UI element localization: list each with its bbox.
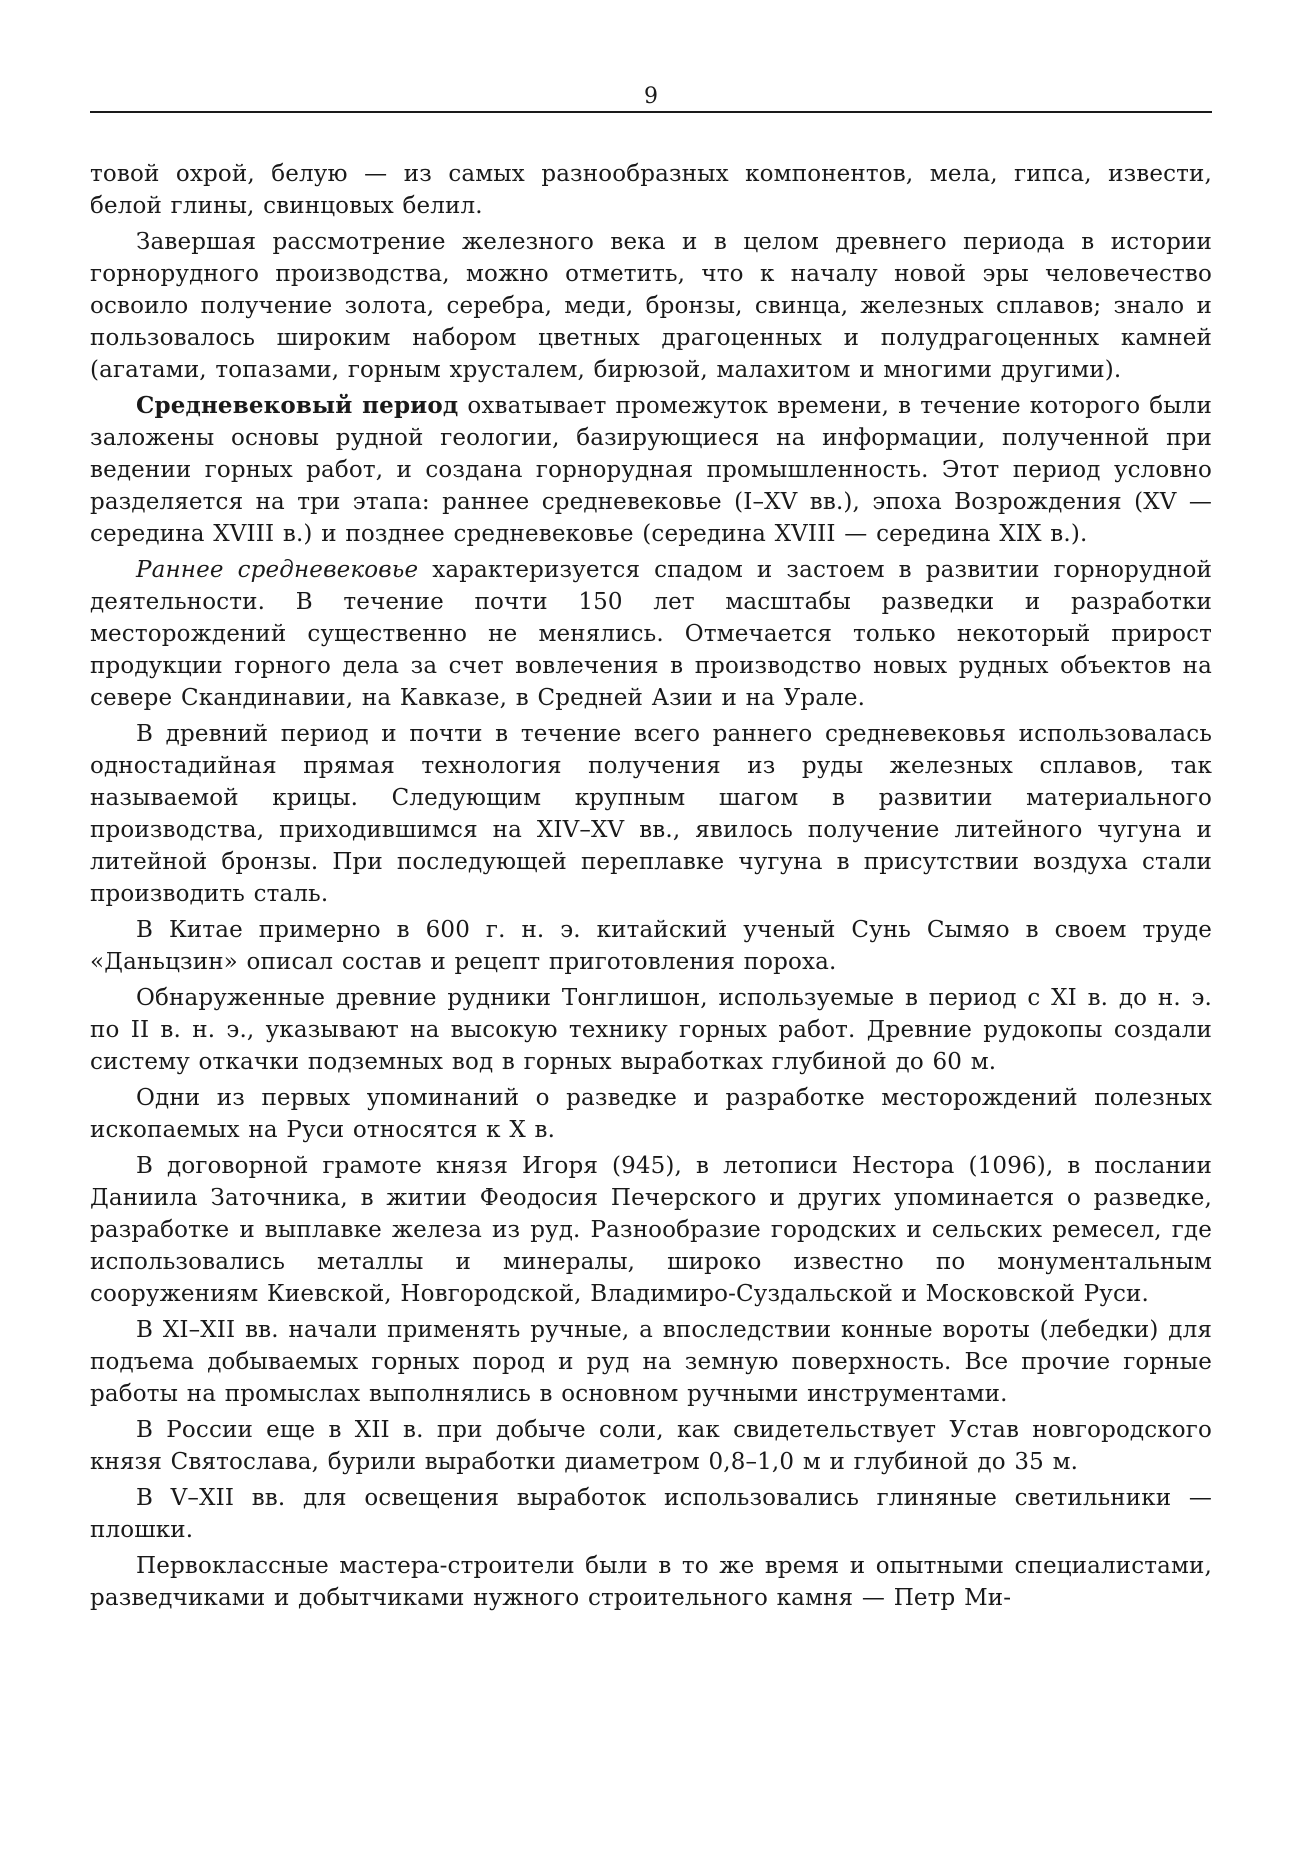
paragraph-3 <box>90 390 1212 550</box>
paragraph-text: охватывает промежуток времени, в течение которого были заложены основы рудной геологии, базирующиеся на информации, полученной при ведении горных работ, и создана горнорудная промышленность. Этот период условно разделяется на три этапа: раннее средневековье (I–XV вв.), эпоха Возрождения (XV — середина XVIII в.) и позднее средневековье (середина XVIII — середина XIX в.). <box>90 393 1213 547</box>
paragraph-text: характеризуется спадом и застоем в развитии горнорудной деятельности. В течение почти 150 лет масштабы разведки и разработки месторождений существенно не менялись. Отмечается только некоторый прирост продукции горного дела за счет вовлечения в производство новых рудных объектов на севере Скандинавии, на Кавказе, в Средней Азии и на Урале. <box>90 557 1212 711</box>
paragraph-13 <box>90 1550 1212 1614</box>
paragraph-text: В древний период и почти в течение всего раннего средневековья использовалась одностадийная прямая технология получения из руды железных сплавов, так называемой крицы. Следующим крупным шагом в развитии материального производства, приходившимся на XIV–XV вв., явилось получение литейного чугуна и литейной бронзы. При последующей переплавке чугуна в присутствии воздуха стали производить сталь. <box>90 721 1212 907</box>
paragraph-9 <box>90 1150 1212 1310</box>
paragraph-text: В V–XII вв. для освещения выработок использовались глиняные светильники — плошки. <box>90 1485 1212 1543</box>
page-number: 9 <box>644 84 658 109</box>
paragraph-text: Одни из первых упоминаний о разведке и разработке месторождений полезных ископаемых на Руси относятся к X в. <box>90 1085 1212 1143</box>
paragraph-text: В договорной грамоте князя Игоря (945), в летописи Нестора (1096), в послании Даниила Заточника, в житии Феодосия Печерского и других упоминается о разведке, разработке и выплавке железа из руд. Разнообразие городских и сельских ремесел, где использовались металлы и минералы, широко известно по монументальным сооружениям Киевской, Новгородской, Владимиро-Суздальской и Московской Руси. <box>90 1153 1212 1307</box>
paragraph-text: Обнаруженные древние рудники Тонглишон, используемые в период с XI в. до н. э. по II в. н. э., указывают на высокую технику горных работ. Древние рудокопы создали систему откачки подземных вод в горных выработках глубиной до 60 м. <box>90 985 1212 1075</box>
paragraph-4 <box>90 554 1212 714</box>
bold-lead-term: Средневековый период <box>136 392 459 419</box>
paragraph-text: В России еще в XII в. при добыче соли, как свидетельствует Устав новгородского князя Святослава, бурили выработки диаметром 0,8–1,0 м и глубиной до 35 м. <box>90 1417 1212 1475</box>
paragraph-8 <box>90 1082 1212 1146</box>
paragraph-1 <box>90 158 1212 222</box>
paragraph-7 <box>90 982 1212 1078</box>
italic-lead-term: Раннее средневековье <box>136 557 419 583</box>
paragraph-text: В XI–XII вв. начали применять ручные, а впоследствии конные вороты (лебедки) для подъема добываемых горных пород и руд на земную поверхность. Все прочие горные работы на промыслах выполнялись в основном ручными инструментами. <box>90 1317 1212 1407</box>
paragraph-12 <box>90 1482 1212 1546</box>
paragraph-text: товой охрой, белую — из самых разнообразных компонентов, мела, гипса, извести, белой глины, свинцовых белил. <box>90 161 1212 219</box>
paragraph-10 <box>90 1314 1212 1410</box>
paragraph-11 <box>90 1414 1212 1478</box>
paragraph-text: В Китае примерно в 600 г. н. э. китайский ученый Сунь Сымяо в своем труде «Даньцзин» описал состав и рецепт приготовления пороха. <box>90 917 1212 975</box>
paragraph-6 <box>90 914 1212 978</box>
header-rule <box>90 111 1212 113</box>
document-page <box>90 0 1212 1850</box>
paragraph-2 <box>90 226 1212 386</box>
paragraph-5 <box>90 718 1212 910</box>
paragraph-text: Первоклассные мастера-строители были в то же время и опытными специалистами, разведчиками и добытчиками нужного строительного камня — Петр Ми- <box>90 1553 1212 1611</box>
body-text <box>90 158 1212 1618</box>
paragraph-text: Завершая рассмотрение железного века и в целом древнего периода в истории горнорудного производства, можно отметить, что к началу новой эры человечество освоило получение золота, серебра, меди, бронзы, свинца, железных сплавов; знало и пользовалось широким набором цветных драгоценных и полудрагоценных камней (агатами, топазами, горным хрусталем, бирюзой, малахитом и многими другими). <box>90 229 1212 383</box>
